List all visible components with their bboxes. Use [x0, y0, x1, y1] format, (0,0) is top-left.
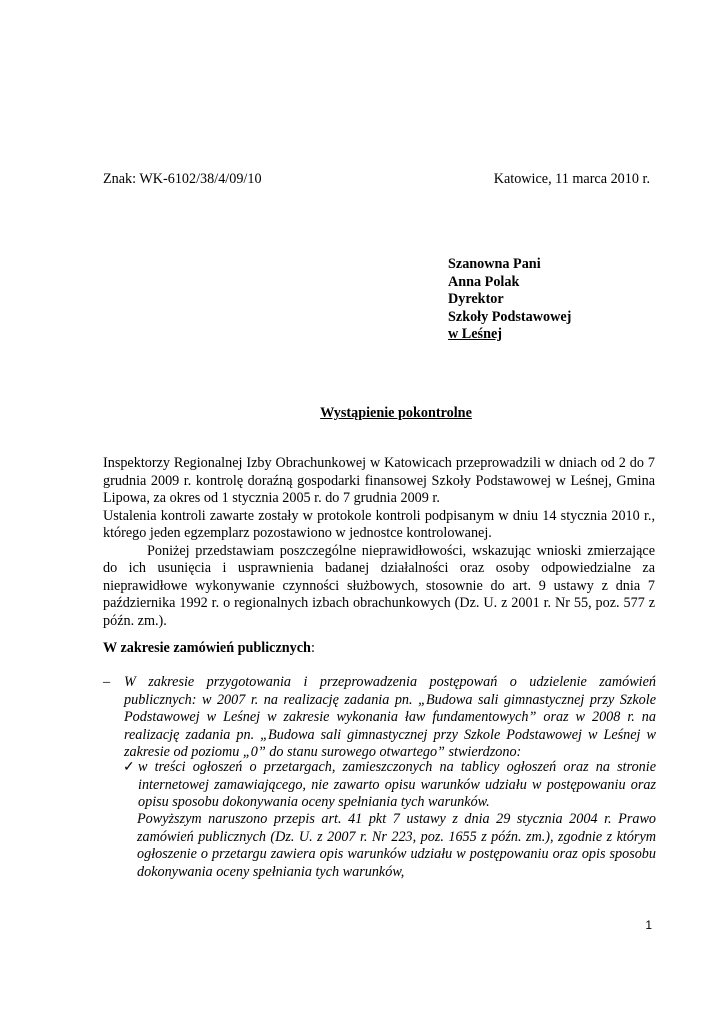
place-and-date: Katowice, 11 marca 2010 r.: [493, 171, 650, 187]
addressee-position: Dyrektor: [448, 291, 504, 307]
addressee-block: [448, 256, 571, 344]
document-title: Wystąpienie pokontrolne: [320, 405, 472, 421]
paragraph-irregularities: Poniżej przedstawiam poszczególne nieprawidłowości, wskazując wnioski zmierzające do ich usunięcia i usprawnienia badanej działalności oraz osoby odpowiedzialne za nieprawidłowe wykonywanie czynności służbowych, stosownie do art. 9 ustawy z dnia 7 października 1992 r. o regionalnych izbach obrachunkowych (Dz. U. z 2001 r. Nr 55, poz. 577 z późn. zm.).: [103, 542, 655, 629]
document-body: [103, 455, 655, 630]
finding-text: w treści ogłoszeń o przetargach, zamieszczonych na tablicy ogłoszeń oraz na stronie internetowej zamawiającego, nie zawarto opisu warunków udziału w postępowaniu oraz opisu sposobu dokonywania oceny spełniania tych warunków.: [138, 759, 656, 810]
dash-bullet: –: [103, 674, 111, 690]
addressee-salutation: Szanowna Pani: [448, 256, 541, 272]
paragraph-findings-protocol: Ustalenia kontroli zawarte zostały w protokole kontroli podpisanym w dniu 14 stycznia 2010 r., którego jeden egzemplarz pozostawiono w jednostce kontrolowanej.: [103, 507, 655, 541]
paragraph-inspection: Inspektorzy Regionalnej Izby Obrachunkowej w Katowicach przeprowadzili w dniach od 2 do 7 grudnia 2009 r. kontrolę doraźną gospodarki finansowej Szkoły Podstawowej w Leśnej, Gmina Lipowa, za okres od 1 stycznia 2005 r. do 7 grudnia 2009 r.: [103, 455, 655, 506]
page-number: 1: [645, 918, 652, 932]
addressee-name: Anna Polak: [448, 273, 520, 290]
addressee-institution: Szkoły Podstawowej: [448, 308, 572, 325]
section-heading-text: W zakresie zamówień publicznych: [103, 640, 311, 656]
section-heading: [103, 640, 315, 658]
procurement-item-text: W zakresie przygotowania i przeprowadzenia postępowań o udzielenie zamówień publicznych: w 2007 r. na realizację zadania pn. „Budowa sali gimnastycznej przy Szkole Podstawowej w Leśnej w zakresie wykonania ław fundamentowych” oraz w 2008 r. na realizację zadania pn. „Budowa sali gimnastycznej przy Szkole Podstawowej w Leśnej w zakresie od poziomu „0” do stanu surowego otwartego” stwierdzono:: [124, 674, 656, 760]
addressee-location: w Leśnej: [448, 326, 502, 342]
legal-consequence-text: Powyższym naruszono przepis art. 41 pkt 7 ustawy z dnia 29 stycznia 2004 r. Prawo zamówień publicznych (Dz. U. z 2007 r. Nr 223, poz. 1655 z późn. zm.), zgodnie z którym ogłoszenie o przetargu zawiera opis warunków udziału w postępowaniu oraz opis sposobu dokonywania oceny spełniania tych warunków,: [137, 811, 656, 880]
check-mark-icon: ✓: [123, 760, 135, 775]
section-heading-colon: :: [310, 640, 315, 656]
reference-sign: Znak: WK-6102/38/4/09/10: [103, 171, 262, 187]
